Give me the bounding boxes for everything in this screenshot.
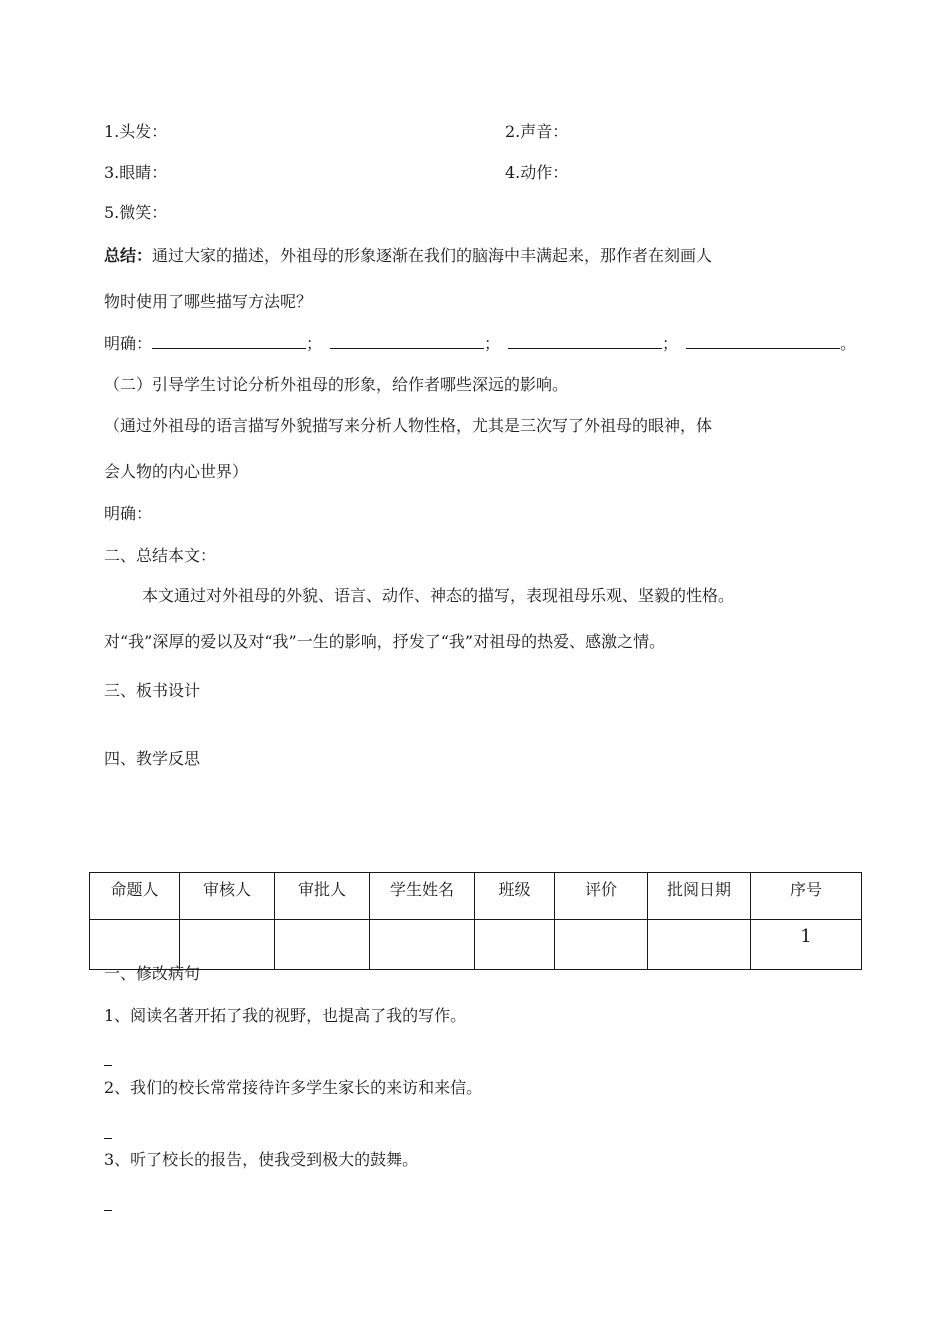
answer-blank-2[interactable]: [330, 334, 484, 349]
header-reviewer: 审核人: [180, 873, 275, 920]
answer-blank-3[interactable]: [508, 334, 662, 349]
answer-dash: [104, 1200, 112, 1211]
feature-voice: 2.声音：: [505, 122, 569, 141]
info-table-header-row: [90, 873, 862, 920]
feature-action: 4.动作：: [505, 163, 569, 182]
answer-blank-1[interactable]: [152, 334, 306, 349]
exercise-answer-line-2[interactable]: [104, 1123, 112, 1145]
answer-blank-4[interactable]: [686, 334, 840, 349]
answer-end: 。: [840, 334, 857, 353]
header-evaluation: 评价: [555, 873, 648, 920]
exercise-answer-line-1[interactable]: [104, 1050, 112, 1072]
answer-dash: [104, 1055, 112, 1066]
header-approver: 审批人: [275, 873, 370, 920]
answer-blanks: [104, 333, 856, 355]
cell-setter[interactable]: [90, 920, 180, 970]
exercise-answer-line-3[interactable]: [104, 1195, 112, 1217]
section3-title: 三、板书设计: [104, 681, 201, 700]
section2-title: 二、总结本文：: [104, 546, 217, 565]
summary-line-1: [104, 245, 712, 267]
cell-approver[interactable]: [275, 920, 370, 970]
answer-label: 明确：: [104, 334, 153, 353]
exercise-item-3: 3、听了校长的报告，使我受到极大的鼓舞。: [104, 1150, 419, 1169]
answer-sep-1: ；: [306, 334, 323, 353]
summary-label: 总结：: [104, 246, 153, 265]
feature-smile: 5.微笑：: [104, 203, 168, 222]
header-serial-number: 序号: [751, 873, 862, 920]
answer-dash: [104, 1128, 112, 1139]
guide-line-2: （通过外祖母的语言描写外貌描写来分析人物性格，尤其是三次写了外祖母的眼神，体: [104, 416, 713, 435]
section2-para-line-1: 本文通过对外祖母的外貌、语言、动作、神态的描写，表现祖母乐观、坚毅的性格。: [142, 586, 735, 605]
answer-sep-2: ；: [484, 334, 501, 353]
info-table-value-row: [90, 920, 862, 970]
guide-answer-label: 明确：: [104, 504, 153, 523]
header-student-name: 学生姓名: [370, 873, 475, 920]
cell-reviewer[interactable]: [180, 920, 275, 970]
cell-class[interactable]: [475, 920, 555, 970]
guide-line-1: （二）引导学生讨论分析外祖母的形象，给作者哪些深远的影响。: [104, 375, 569, 394]
section2-para-line-2: 对“我”深厚的爱以及对“我”一生的影响，抒发了“我”对祖母的热爱、感激之情。: [104, 632, 666, 651]
cell-student-name[interactable]: [370, 920, 475, 970]
header-setter: 命题人: [90, 873, 180, 920]
exercise-title: 一、修改病句: [104, 964, 201, 983]
exercise-item-1: 1、阅读名著开拓了我的视野，也提高了我的写作。: [104, 1006, 467, 1025]
summary-line-2: 物时使用了哪些描写方法呢？: [104, 292, 313, 311]
info-table: [89, 872, 862, 970]
feature-hair: 1.头发：: [104, 122, 168, 141]
feature-eyes: 3.眼睛：: [104, 163, 168, 182]
answer-sep-3: ；: [662, 334, 679, 353]
cell-evaluation[interactable]: [555, 920, 648, 970]
summary-text-1: 通过大家的描述，外祖母的形象逐渐在我们的脑海中丰满起来，那作者在刻画人: [152, 246, 713, 265]
exercise-item-2: 2、我们的校长常常接待许多学生家长的来访和来信。: [104, 1078, 483, 1097]
cell-review-date[interactable]: [648, 920, 751, 970]
cell-serial-number: 1: [751, 920, 862, 970]
header-review-date: 批阅日期: [648, 873, 751, 920]
header-class: 班级: [475, 873, 555, 920]
section4-title: 四、教学反思: [104, 749, 201, 768]
guide-line-3: 会人物的内心世界）: [104, 462, 249, 481]
